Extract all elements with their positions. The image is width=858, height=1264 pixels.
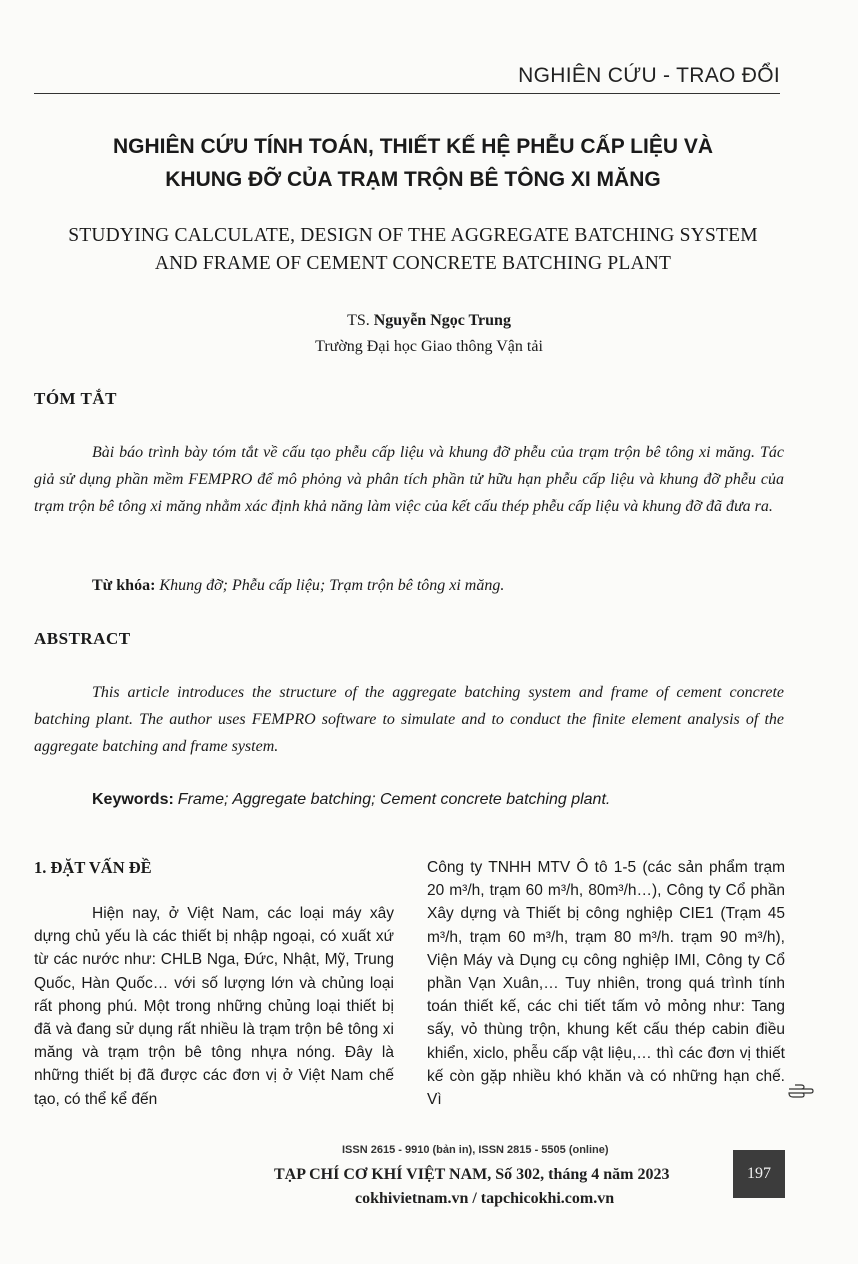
- abstract-body: This article introduces the structure of the aggregate batching system and frame of cement concrete batching plant. The author uses FEMPRO software to simulate and to conduct the finite element analysis of the aggregate batching and frame system.: [34, 684, 784, 755]
- keywords-vi: [92, 574, 504, 598]
- running-header: [34, 62, 780, 94]
- footer-journal: TẠP CHÍ CƠ KHÍ VIỆT NAM, Số 302, tháng 4 năm 2023: [274, 1166, 670, 1183]
- section-label: NGHIÊN CỨU - TRAO ĐỔI: [518, 64, 780, 87]
- keywords-en-value: Frame; Aggregate batching; Cement concrete batching plant.: [177, 791, 611, 808]
- keywords-vi-value: Khung đỡ; Phễu cấp liệu; Trạm trộn bê tông xi măng.: [159, 577, 505, 594]
- title-en-line2: AND FRAME OF CEMENT CONCRETE BATCHING PLANT: [154, 253, 672, 274]
- abstract-heading: ABSTRACT: [34, 629, 131, 648]
- author-line: [0, 309, 858, 333]
- page-number: 197: [733, 1150, 785, 1198]
- section1-heading: 1. ĐẶT VẤN ĐỀ: [34, 858, 152, 877]
- footer-websites: cokhivietnam.vn / tapchicokhi.com.vn: [355, 1190, 615, 1207]
- title-vietnamese: [40, 130, 786, 196]
- header-rule: [34, 93, 780, 94]
- title-vi-line1: NGHIÊN CỨU TÍNH TOÁN, THIẾT KẾ HỆ PHỄU CẤP LIỆU VÀ: [112, 135, 714, 158]
- title-en-line1: STUDYING CALCULATE, DESIGN OF THE AGGREGATE BATCHING SYSTEM: [68, 225, 758, 246]
- section1-right-column: Công ty TNHH MTV Ô tô 1-5 (các sản phẩm trạm 20 m³/h, trạm 60 m³/h, 80m³/h…), Công ty Cổ phần Xây dựng và Thiết bị công nghiệp CIE1 (Trạm 45 m³/h, trạm 60 m³/h, trạm 80 m³/h. trạm 90 m³/h), Viện Máy và Dụng cụ công nghiệp IMI, Công ty Cổ phần Vạn Xuân,… Tuy nhiên, trong quá trình tính toán thiết kế, các chi tiết tấm vỏ mỏng như: Tang sấy, vỏ thùng trộn, khung kết cấu thép cabin điều khiển, xiclo, phễu cấp vật liệu,… thì các đơn vị thiết kế còn gặp nhiều khó khăn và có những hạn chế. Vì: [427, 859, 785, 1109]
- pointing-hand-icon: [787, 1080, 815, 1100]
- author-affiliation: Trường Đại học Giao thông Vận tải: [315, 338, 543, 355]
- section1-left-column: Hiện nay, ở Việt Nam, các loại máy xây dựng chủ yếu là các thiết bị nhập ngoại, có xuất xứ từ các nước như: CHLB Nga, Đức, Nhật, Mỹ, Trung Quốc, Hàn Quốc… với số lượng lớn và chủng loại rất phong phú. Một trong những chủng loại thiết bị đã và đang sử dụng rất nhiều là trạm trộn bê tông xi măng và trạm trộn bê tông nhựa nóng. Đây là những thiết bị đã được các đơn vị ở Việt Nam chế tạo, có thể kể đến: [34, 905, 394, 1108]
- keywords-vi-label: Từ khóa:: [92, 577, 156, 594]
- summary-body: Bài báo trình bày tóm tắt về cấu tạo phễu cấp liệu và khung đỡ phễu của trạm trộn bê tông xi măng. Tác giả sử dụng phần mềm FEMPRO để mô phỏng và phân tích phần tử hữu hạn phễu cấp liệu và khung đỡ phễu của trạm trộn bê tông xi măng nhằm xác định khả năng làm việc của kết cấu thép phễu cấp liệu và khung đỡ đã đưa ra.: [34, 444, 784, 515]
- author-name: Nguyễn Ngọc Trung: [373, 312, 511, 329]
- keywords-en-label: Keywords:: [92, 791, 174, 808]
- author-prefix: TS.: [347, 312, 370, 329]
- summary-heading: TÓM TẮT: [34, 389, 118, 408]
- keywords-en: [92, 788, 610, 812]
- title-english: [40, 222, 786, 278]
- title-vi-line2: KHUNG ĐỠ CỦA TRẠM TRỘN BÊ TÔNG XI MĂNG: [165, 168, 661, 191]
- footer-issn: ISSN 2615 - 9910 (bản in), ISSN 2815 - 5505 (online): [342, 1144, 609, 1156]
